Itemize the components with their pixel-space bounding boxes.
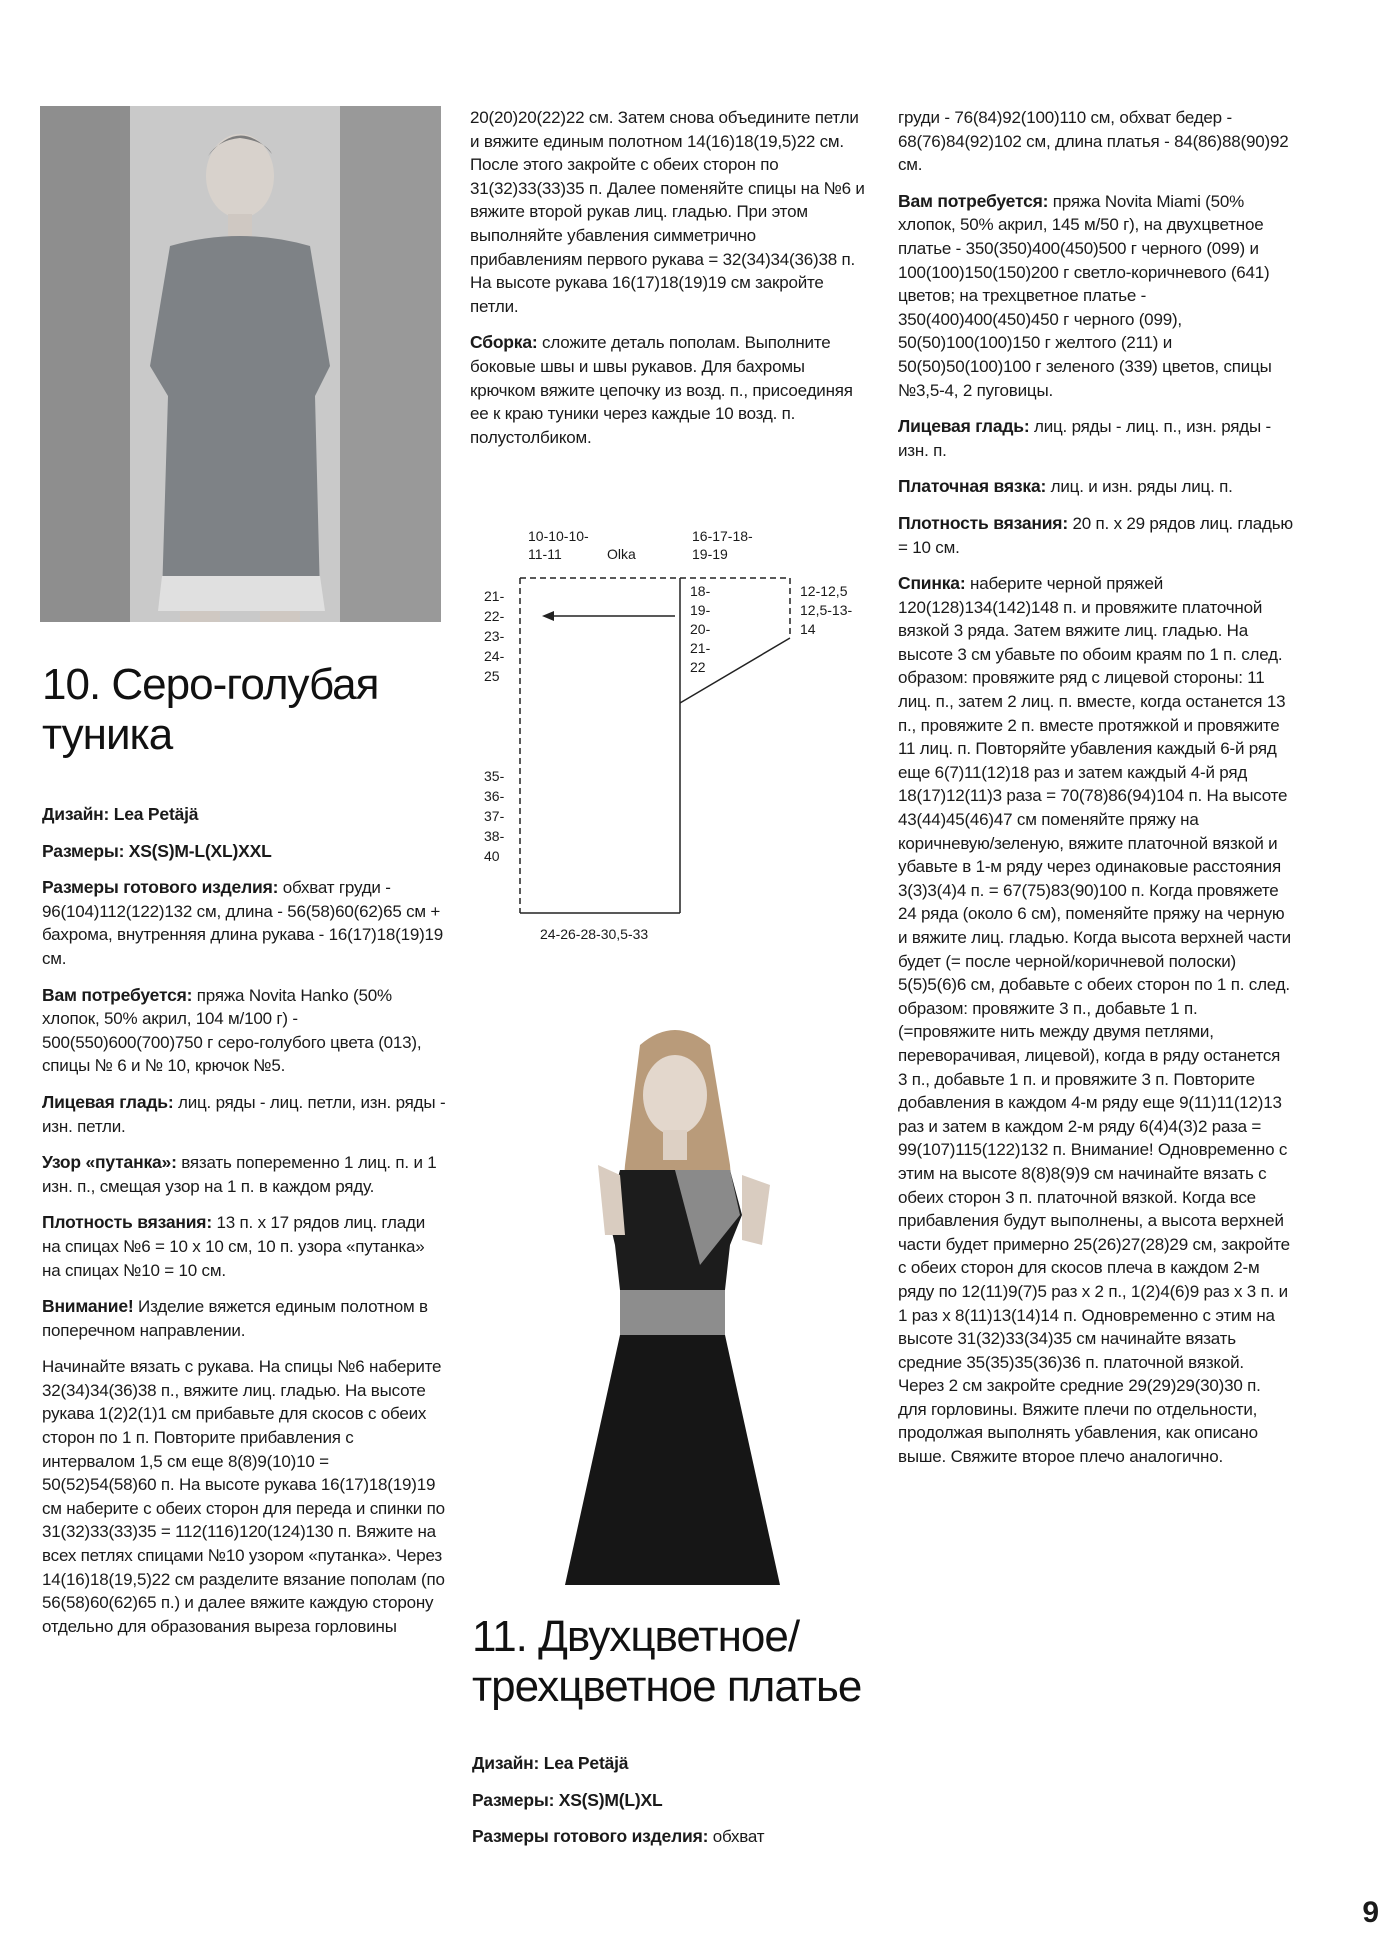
schema-left-num: 36- xyxy=(484,788,505,804)
label: Размеры готового изделия: xyxy=(472,1826,709,1847)
column-1 xyxy=(42,803,447,1651)
label: Вам потребуется: xyxy=(42,984,193,1005)
schema-left-num: 22- xyxy=(484,608,505,624)
gauge xyxy=(42,1211,447,1282)
sizes xyxy=(42,840,447,864)
article-11-title xyxy=(472,1612,861,1712)
label: Дизайн: xyxy=(472,1753,540,1773)
label: Сборка: xyxy=(470,332,538,353)
schema-bottom: 24-26-28-30,5-33 xyxy=(540,926,649,942)
text: сложите деталь пополам. Выполните боковые швы и швы рукавов. Для бахромы крючком вяжите цепочку из возд. п., присоединяя ее к краю туники через каждые 10 возд. п. полустолбиком. xyxy=(470,333,853,447)
materials xyxy=(898,190,1293,402)
attention xyxy=(42,1295,447,1342)
garter xyxy=(898,475,1293,499)
label: Дизайн: xyxy=(42,804,110,824)
pattern xyxy=(42,1151,447,1198)
schema-inner-num: 18- xyxy=(690,583,711,599)
value: Lea Petäjä xyxy=(113,804,199,824)
finished-sizes xyxy=(42,876,447,970)
label: Вам потребуется: xyxy=(898,190,1049,211)
materials xyxy=(42,984,447,1078)
text: 20 п. х 29 рядов лиц. гладью = 10 см. xyxy=(898,513,1293,557)
sizes xyxy=(472,1789,872,1813)
schema-right-2: 12,5-13- xyxy=(800,602,853,618)
page-number: 9 xyxy=(1362,1896,1379,1929)
text: пряжа Novita Hanko (50% хлопок, 50% акрил, 104 м/100 г) - 500(550)600(700)750 г серо-голубого цвета (013), спицы № 6 и № 10, крючок №5. xyxy=(42,985,422,1076)
schema-top-right-2: 19-19 xyxy=(692,546,728,562)
design-credit xyxy=(42,803,447,827)
text: Изделие вяжется единым полотном в поперечном направлении. xyxy=(42,1297,428,1340)
tunic-schema xyxy=(480,528,870,948)
schema-left-num: 35- xyxy=(484,768,505,784)
text: лиц. и изн. ряды лиц. п. xyxy=(1050,477,1233,497)
schema-right-3: 14 xyxy=(800,621,816,637)
value: XS(S)M(L)XL xyxy=(558,1789,663,1810)
label: Лицевая гладь: xyxy=(42,1091,174,1112)
schema-inner-num: 20- xyxy=(690,621,711,637)
back-instructions xyxy=(898,572,1293,1469)
column-3 xyxy=(898,106,1293,1482)
text: лиц. ряды - лиц. п., изн. ряды - изн. п. xyxy=(898,417,1272,460)
schema-left-num: 37- xyxy=(484,808,505,824)
schema-top-left-2: 11-11 xyxy=(528,546,562,562)
design-credit xyxy=(472,1752,872,1776)
label: Размеры: xyxy=(42,840,125,861)
label: Платочная вязка: xyxy=(898,476,1047,497)
schema-right-1: 12-12,5 xyxy=(800,583,848,599)
text: обхват груди - 96(104)112(122)132 см, длина - 56(58)60(62)65 см + бахрома, внутренняя длина рукава - 16(17)18(19)19 см. xyxy=(42,878,444,968)
schema-left-num: 40 xyxy=(484,848,500,864)
gauge xyxy=(898,512,1293,559)
text: пряжа Novita Miami (50% хлопок, 50% акрил, 145 м/50 г), на двухцветное платье - 350(350)400(450)500 г черного (099) и 100(100)150(150)200 г светло-коричневого (641) цветов; на трехцветное платье - 350(400)400(450)450 г черного (099), 50(50)100(100)150 г желтого (211) и 50(50)50(100)100 г зеленого (339) цветов, спицы №3,5-4, 2 пуговицы. xyxy=(898,191,1272,400)
schema-inner-num: 21- xyxy=(690,640,711,656)
schema-top-right-1: 16-17-18- xyxy=(692,528,753,544)
text: вязать попеременно 1 лиц. п. и 1 изн. п., смещая узор на 1 п. в каждом ряду. xyxy=(42,1153,437,1196)
text: наберите черной пряжей 120(128)134(142)148 п. и провяжите платочной вязкой 3 ряда. Затем вяжите лиц. гладью. На высоте 3 см убавьте по обоим краям по 1 п. след. образом: провяжите ряд с лицевой стороны: 11 лиц. п., затем 2 лиц. п. вместе, когда останется 13 п., провяжите 2 п. вместе протяжкой и провяжите 11 лиц. п. Повторяйте убавления каждый 6-й ряд еще 6(7)11(12)18 раз и затем каждый 4-й ряд 18(17)12(11)3 раза = 70(78)86(94)104 п. На высоте 43(44)45(46)47 см поменяйте пряжу на коричневую/зеленую, вяжите платочной вязкой и убавьте в 1-м ряду через одинаковые расстояния 3(3)3(4)4 п. = 67(75)83(90)100 п. Когда провяжете 24 ряда (около 6 см), поменяйте пряжу на черную и вяжите лиц. гладью. Когда высота верхней части будет (= после черной/коричневой полоски) 5(5)5(6)6 см, добавьте с обеих сторон по 1 п. след. образом: провяжите 3 п., добавьте 1 п. (=провяжите нить между двумя петлями, переворачивая, лицевой), когда в ряду останется 3 п., добавьте 1 п. и провяжите 3 п. Повторите добавления в каждом 4-м ряду еще 9(11)11(12)13 раз и затем в каждом 2-м ряду 6(4)4(3)2 раза = 99(107)115(122)132 п. Внимание! Одновременно с этим на высоте 8(8)8(9)9 см начинайте вязать с обеих сторон 3 п. платочной вязкой. Когда все прибавления будут выполнены, а высота верхней части будет примерно 25(26)27(28)29 см, закройте с обеих сторон для скосов плеча в каждом 2-м ряду по 12(11)9(7)5 раз х 2 п., 1(2)4(6)9 раз х 3 п. и 1 раз х 8(11)13(14)14 п. Одновременно с этим на высоте 31(32)33(34)35 см начинайте вязать средние 35(35)35(36)36 п. платочной вязкой. Через 2 см закройте средние 29(29)29(30)30 п. для горловины. Вяжите плечи по отдельности, продолжая выполнять убавления, как описано выше. Свяжите второе плечо аналогично. xyxy=(898,574,1291,1467)
label: Плотность вязания: xyxy=(898,512,1068,533)
schema-top-left-1: 10-10-10- xyxy=(528,528,589,544)
label: Лицевая гладь: xyxy=(898,416,1030,437)
label: Спинка: xyxy=(898,573,966,594)
photo-tunic xyxy=(40,106,441,622)
schema-left-num: 25 xyxy=(484,668,500,684)
text: обхват xyxy=(712,1827,765,1847)
label: Внимание! xyxy=(42,1296,134,1317)
stockinette xyxy=(42,1091,447,1138)
title-line: туника xyxy=(42,710,173,759)
schema-center: Olka xyxy=(607,546,636,562)
schema-inner-num: 22 xyxy=(690,659,706,675)
value: XS(S)M-L(XL)XXL xyxy=(128,840,272,861)
label: Размеры готового изделия: xyxy=(42,877,279,898)
label: Размеры: xyxy=(472,1789,555,1810)
photo-dress xyxy=(480,1025,870,1600)
label: Плотность вязания: xyxy=(42,1212,212,1233)
schema-left-num: 38- xyxy=(484,828,505,844)
label: Узор «путанка»: xyxy=(42,1152,177,1173)
value: Lea Petäjä xyxy=(543,1753,629,1773)
finished-sizes-start xyxy=(472,1825,872,1849)
column-2 xyxy=(470,106,870,462)
instructions: Начинайте вязать с рукава. На спицы №6 наберите 32(34)34(36)38 п., вяжите лиц. гладью. На высоте рукава 1(2)2(1)1 см прибавьте для скосов с обеих сторон по 1 п. Повторите прибавления с интервалом 1,5 см еще 8(8)9(10)10 = 50(52)54(58)60 п. На высоте рукава 16(17)18(19)19 см наберите с обеих сторон для переда и спинки по 31(32)33(33)35 = 112(116)120(124)130 п. Вяжите на всех петлях спицами №10 узором «путанка». Через 14(16)18(19,5)22 см разделите вязание пополам (по 56(58)60(62)65 п.) и далее вяжите каждую сторону отдельно для образования выреза горловины xyxy=(42,1357,445,1636)
assembly xyxy=(470,331,870,449)
column-2-bottom xyxy=(472,1752,872,1862)
text: лиц. ряды - лиц. петли, изн. ряды - изн. петли. xyxy=(42,1092,446,1136)
text: 13 п. х 17 рядов лиц. глади на спицах №6 = 10 х 10 см, 10 п. узора «путанка» на спицах №10 = 10 см. xyxy=(42,1213,426,1280)
schema-left-num: 23- xyxy=(484,628,505,644)
article-10-title xyxy=(42,660,378,760)
finished-sizes-cont: груди - 76(84)92(100)110 см, обхват бедер - 68(76)84(92)102 см, длина платья - 84(86)88(90)92 см. xyxy=(898,108,1289,175)
schema-left-num: 24- xyxy=(484,648,505,664)
instructions-cont: 20(20)20(22)22 см. Затем снова объедините петли и вяжите единым полотном 14(16)18(19,5)22 см. После этого закройте с обеих сторон по 31(32)33(33)35 п. Далее поменяйте спицы на №6 и вяжите второй рукав лиц. гладью. При этом выполняйте убавления симметрично прибавлениям первого рукава = 32(34)34(36)38 п. На высоте рукава 16(17)18(19)19 см закройте петли. xyxy=(470,108,865,316)
title-line: 11. Двухцветное/ xyxy=(472,1612,800,1661)
title-line: 10. Серо-голубая xyxy=(42,660,379,709)
stockinette xyxy=(898,415,1293,462)
schema-left-num: 21- xyxy=(484,588,505,604)
title-line: трехцветное платье xyxy=(472,1662,862,1711)
schema-inner-num: 19- xyxy=(690,602,711,618)
